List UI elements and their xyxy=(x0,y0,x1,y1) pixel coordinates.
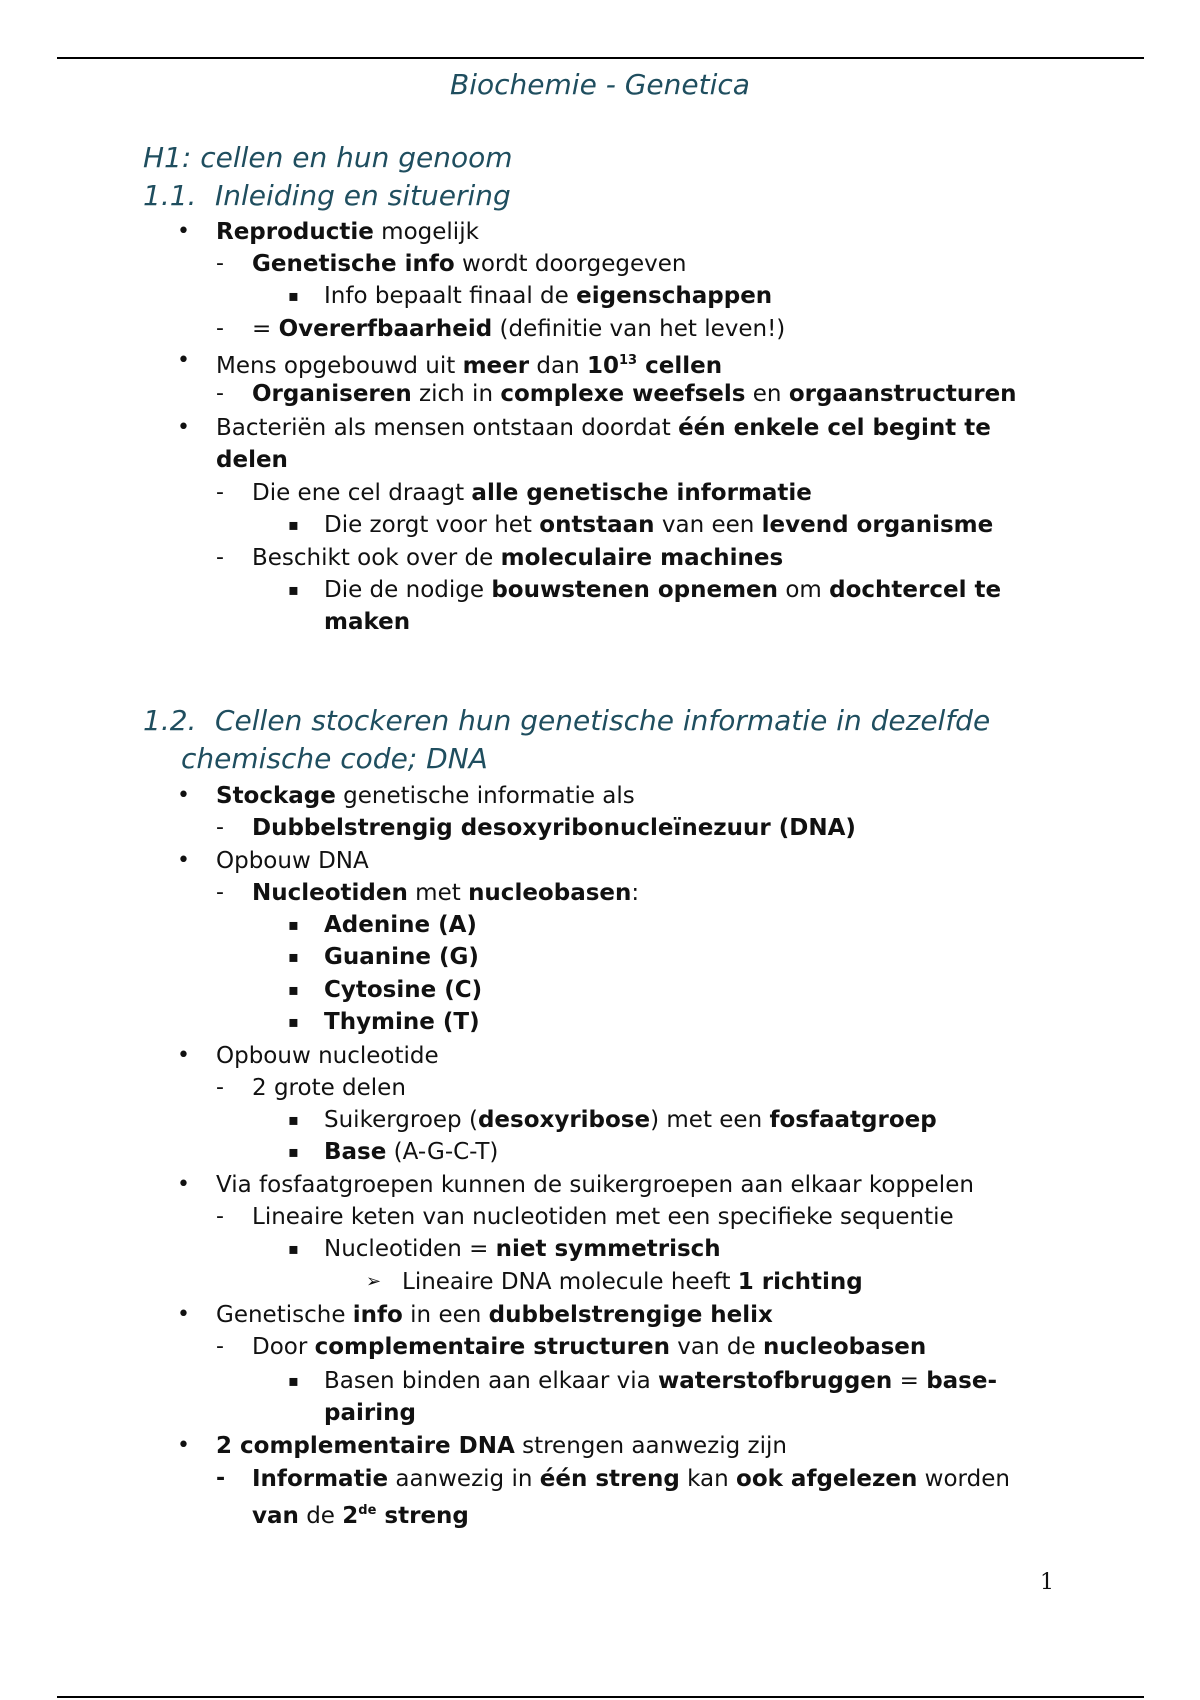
dash-marker: - xyxy=(216,815,224,840)
chapter-heading: H1: cellen en hun genoom xyxy=(143,141,513,174)
list-item: Door complementaire structuren van de nucleobasen xyxy=(252,1334,927,1360)
list-item: Nucleotiden = niet symmetrisch xyxy=(324,1236,721,1262)
list-item: Die de nodige bouwstenen opnemen om dochtercel te maken xyxy=(324,577,1002,635)
section-title-line-2: chemische code; DNA xyxy=(181,742,488,775)
section-title: Inleiding en situering xyxy=(215,179,511,212)
list-item: Die zorgt voor het ontstaan van een levend organisme xyxy=(324,512,994,538)
square-marker: ▪ xyxy=(288,980,299,999)
list-item: Suikergroep (desoxyribose) met een fosfaatgroep xyxy=(324,1107,937,1133)
base-cytosine: Cytosine (C) xyxy=(324,977,483,1003)
dash-marker: - xyxy=(216,480,224,505)
list-item: Basen binden aan elkaar via waterstofbruggen = base-pairing xyxy=(324,1368,998,1426)
footer-rule xyxy=(57,1696,1144,1698)
square-marker: ▪ xyxy=(288,286,299,305)
list-item: Mens opgebouwd uit meer dan $10^{13}$ cellen xyxy=(216,353,723,379)
dash-marker: - xyxy=(216,1466,226,1491)
list-item: = Overerfbaarheid (definitie van het leven!) xyxy=(252,316,786,342)
square-marker: ▪ xyxy=(288,1012,299,1031)
list-item: Info bepaalt finaal de eigenschappen xyxy=(324,283,773,309)
dash-marker: - xyxy=(216,381,224,406)
square-marker: ▪ xyxy=(288,915,299,934)
bullet-marker: • xyxy=(177,348,190,373)
dash-marker: - xyxy=(216,1204,224,1229)
base-guanine: Guanine (G) xyxy=(324,944,479,970)
bullet-marker: • xyxy=(177,783,190,808)
dash-marker: - xyxy=(216,545,224,570)
header-rule xyxy=(57,57,1144,59)
list-item: Via fosfaatgroepen kunnen de suikergroepen aan elkaar koppelen xyxy=(216,1172,974,1198)
page-number: 1 xyxy=(1040,1570,1054,1595)
section-title-line-1: Cellen stockeren hun genetische informatie in dezelfde xyxy=(215,704,991,737)
list-item: Genetische info wordt doorgegeven xyxy=(252,251,687,277)
list-item: Lineaire DNA molecule heeft 1 richting xyxy=(402,1269,863,1295)
list-item: Reproductie mogelijk xyxy=(216,219,479,245)
square-marker: ▪ xyxy=(288,1142,299,1161)
bullet-marker: • xyxy=(177,1433,190,1458)
list-item: 2 grote delen xyxy=(252,1075,406,1101)
list-item: Dubbelstrengig desoxyribonucleïnezuur (DNA) xyxy=(252,815,856,841)
list-item: Organiseren zich in complexe weefsels en orgaanstructuren xyxy=(252,381,1017,407)
section-number: 1.2. xyxy=(143,704,197,737)
bullet-marker: • xyxy=(177,848,190,873)
square-marker: ▪ xyxy=(288,580,299,599)
square-marker: ▪ xyxy=(288,1239,299,1258)
list-item: Genetische info in een dubbelstrengige helix xyxy=(216,1302,773,1328)
dash-marker: - xyxy=(216,251,224,276)
list-item: Opbouw DNA xyxy=(216,848,369,874)
dash-marker: - xyxy=(216,880,224,905)
dash-marker: - xyxy=(216,316,224,341)
square-marker: ▪ xyxy=(288,947,299,966)
square-marker: ▪ xyxy=(288,1371,299,1390)
bullet-marker: • xyxy=(177,1302,190,1327)
list-item: Beschikt ook over de moleculaire machines xyxy=(252,545,784,571)
section-number: 1.1. xyxy=(143,179,197,212)
list-item: Nucleotiden met nucleobasen: xyxy=(252,880,640,906)
base-thymine: Thymine (T) xyxy=(324,1009,480,1035)
list-item: Base (A-G-C-T) xyxy=(324,1139,499,1165)
base-adenine: Adenine (A) xyxy=(324,912,477,938)
bullet-marker: • xyxy=(177,1172,190,1197)
bullet-marker: • xyxy=(177,1043,190,1068)
bullet-marker: • xyxy=(177,219,190,244)
list-item: Stockage genetische informatie als xyxy=(216,783,635,809)
list-item: Bacteriën als mensen ontstaan doordat één enkele cel begint te delen xyxy=(216,415,991,473)
dash-marker: - xyxy=(216,1334,224,1359)
section-1-1-heading xyxy=(143,177,1093,215)
list-item: 2 complementaire DNA strengen aanwezig zijn xyxy=(216,1433,787,1459)
arrow-marker: ➢ xyxy=(366,1271,382,1292)
list-item: Informatie aanwezig in één streng kan ook afgelezen worden van de 2de streng xyxy=(252,1466,1010,1529)
square-marker: ▪ xyxy=(288,515,299,534)
document-title: Biochemie - Genetica xyxy=(450,68,750,101)
list-item: Opbouw nucleotide xyxy=(216,1043,439,1069)
bullet-marker: • xyxy=(177,415,190,440)
section-1-2-heading xyxy=(143,702,1093,778)
list-item: Die ene cel draagt alle genetische informatie xyxy=(252,480,812,506)
list-item: Lineaire keten van nucleotiden met een specifieke sequentie xyxy=(252,1204,954,1230)
dash-marker: - xyxy=(216,1075,224,1100)
square-marker: ▪ xyxy=(288,1110,299,1129)
